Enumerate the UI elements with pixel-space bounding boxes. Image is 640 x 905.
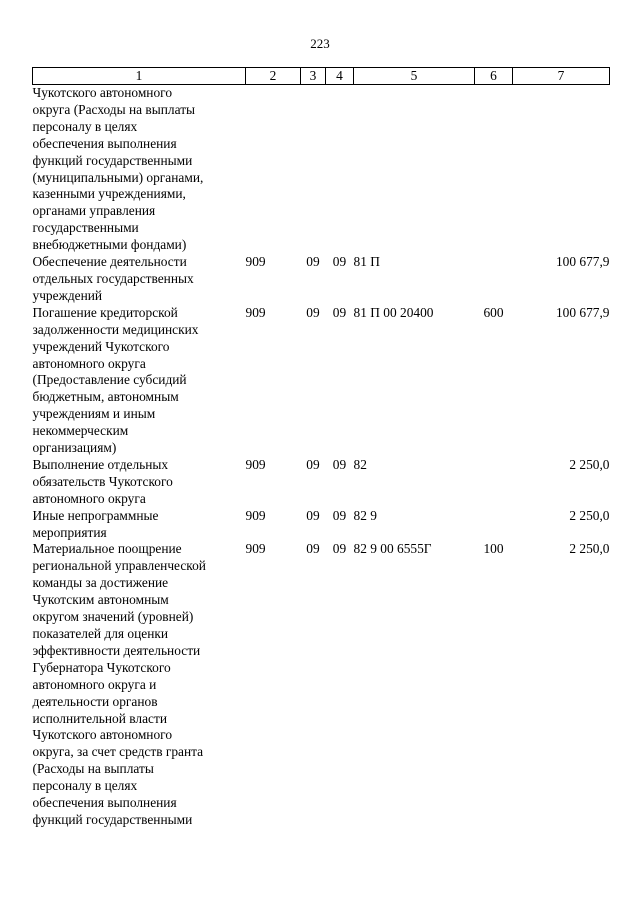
row-subsection: 09 (332, 304, 347, 320)
row-description (33, 457, 246, 508)
row-target-article: 82 9 00 6555Г (353, 541, 432, 557)
row-ministry-code: 909 (245, 254, 266, 270)
description-line: бюджетным, автономным (32, 389, 179, 405)
row-amount: 100 677,9 (555, 254, 610, 270)
row-section: 09 (306, 254, 320, 270)
row-amount: 2 250,0 (569, 541, 610, 557)
description-line: учреждениям и иным (32, 406, 156, 422)
row-subsection (326, 85, 354, 255)
row-section: 09 (306, 456, 320, 472)
description-line: обеспечения выполнения (32, 795, 177, 811)
description-line: органами управления (32, 203, 156, 219)
description-line: учреждений Чукотского (32, 338, 170, 354)
row-section: 09 (306, 541, 320, 557)
table-row (33, 305, 610, 457)
description-line: Погашение кредиторской (32, 304, 178, 320)
description-line: функций государственными (32, 811, 193, 827)
row-description (33, 254, 246, 305)
row-target-article: 81 П 00 20400 (353, 304, 434, 320)
description-line: персоналу в целях (32, 778, 138, 794)
row-target-article (354, 85, 475, 255)
page-number: 223 (310, 36, 330, 51)
description-line: организациям) (32, 440, 117, 456)
description-line: обеспечения выполнения (32, 135, 177, 151)
row-expense-type (475, 457, 513, 508)
description-line: автономного округа и (32, 676, 157, 692)
table-body (33, 85, 610, 829)
row-section (301, 85, 326, 255)
row-ministry-code: 909 (245, 507, 266, 523)
description-line: учреждений (32, 287, 103, 303)
description-line: деятельности органов (32, 693, 158, 709)
description-line: обязательств Чукотского (32, 473, 173, 489)
description-line: (Расходы на выплаты (32, 761, 154, 777)
row-expense-type: 600 (483, 304, 504, 320)
description-line: Иные непрограммные (32, 507, 159, 523)
description-line: Чукотским автономным (32, 592, 169, 608)
row-expense-type (475, 85, 513, 255)
description-line: функций государственными (32, 152, 193, 168)
row-target-article: 82 9 (353, 507, 377, 523)
description-line: автономного округа (32, 490, 146, 506)
row-description (33, 541, 246, 828)
description-line: Чукотского автономного (32, 85, 173, 100)
row-description (33, 305, 246, 457)
description-line: некоммерческим (32, 423, 129, 439)
description-line: (муниципальными) органами, (32, 169, 204, 185)
description-line: команды за достижение (32, 575, 169, 591)
row-amount: 2 250,0 (569, 507, 610, 523)
row-section: 09 (306, 304, 320, 320)
table-row (33, 85, 610, 255)
row-expense-type (475, 254, 513, 305)
description-line: Губернатора Чукотского (32, 659, 171, 675)
budget-table (32, 67, 610, 829)
header-col-5: 5 (354, 68, 475, 85)
description-line: Обеспечение деятельности (32, 254, 187, 270)
description-line: Выполнение отдельных (32, 456, 169, 472)
description-line: государственными (32, 220, 139, 236)
row-expense-type (475, 508, 513, 542)
header-col-2: 2 (246, 68, 301, 85)
row-section: 09 (306, 507, 320, 523)
description-line: задолженности медицинских (32, 321, 199, 337)
description-line: мероприятия (32, 524, 107, 540)
description-line: автономного округа (32, 355, 146, 371)
description-line: Материальное поощрение (32, 541, 182, 557)
table-row (33, 508, 610, 542)
description-line: исполнительной власти (32, 710, 168, 726)
row-subsection: 09 (332, 541, 347, 557)
description-line: округа, за счет средств гранта (32, 744, 204, 760)
row-subsection: 09 (332, 254, 347, 270)
description-line: внебюджетными фондами) (32, 237, 187, 253)
row-ministry-code (246, 85, 301, 255)
header-col-4: 4 (326, 68, 354, 85)
description-line: округа (Расходы на выплаты (32, 101, 196, 117)
row-ministry-code: 909 (245, 304, 266, 320)
header-col-7: 7 (513, 68, 610, 85)
description-line: региональной управленческой (32, 558, 206, 574)
description-line: Чукотского автономного (32, 727, 173, 743)
header-col-3: 3 (301, 68, 326, 85)
row-description (33, 85, 246, 255)
description-line: (Предоставление субсидий (32, 372, 187, 388)
row-target-article: 81 П (353, 254, 380, 270)
description-line: показателей для оценки (32, 626, 169, 641)
row-subsection: 09 (332, 507, 347, 523)
row-target-article: 82 (353, 456, 367, 472)
row-ministry-code: 909 (245, 456, 266, 472)
row-expense-type: 100 (483, 541, 504, 557)
description-line: округом значений (уровней) (32, 609, 194, 625)
header-col-1: 1 (33, 68, 246, 85)
table-row (33, 457, 610, 508)
header-col-6: 6 (475, 68, 513, 85)
description-line: персоналу в целях (32, 118, 138, 134)
row-subsection: 09 (332, 456, 347, 472)
table-row (33, 254, 610, 305)
table-row (33, 541, 610, 828)
description-line: казенными учреждениями, (32, 186, 186, 202)
table-header-row (33, 68, 610, 85)
row-description (33, 508, 246, 542)
row-ministry-code: 909 (245, 541, 266, 557)
description-line: эффективности деятельности (32, 642, 201, 658)
row-amount: 100 677,9 (555, 304, 610, 320)
row-amount: 2 250,0 (569, 456, 610, 472)
row-amount (513, 85, 610, 255)
description-line: отдельных государственных (32, 270, 194, 286)
